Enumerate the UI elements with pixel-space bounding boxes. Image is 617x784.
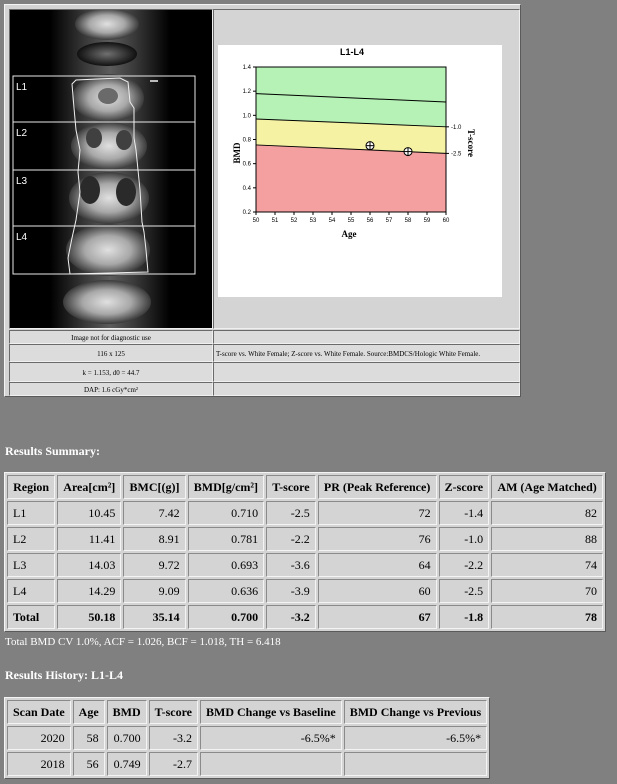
x-tick-label: 60	[442, 218, 450, 224]
table-cell: L2	[7, 527, 55, 551]
table-cell: 0.700	[188, 605, 265, 629]
col-header: T-score	[266, 475, 316, 499]
table-cell: 2020	[7, 726, 71, 750]
table-cell: 76	[318, 527, 437, 551]
table-cell: 67	[318, 605, 437, 629]
col-header: Age	[73, 700, 105, 724]
col-header: Area[cm²]	[57, 475, 121, 499]
table-row	[7, 726, 487, 750]
table-cell: -2.5	[439, 579, 490, 603]
col-header: Region	[7, 475, 55, 499]
data-point	[366, 142, 374, 150]
table-row	[7, 752, 487, 776]
table-cell: 88	[491, 527, 603, 551]
table-cell: -3.6	[266, 553, 316, 577]
summary-footnote: Total BMD CV 1.0%, ACF = 1.026, BCF = 1.018, TH = 6.418	[5, 636, 281, 648]
table-cell: 60	[318, 579, 437, 603]
zone-osteoporosis	[256, 145, 446, 212]
summary-header-row	[7, 475, 603, 499]
results-summary-title: Results Summary:	[5, 444, 100, 458]
spine-scan-image	[9, 9, 213, 329]
table-cell: 10.45	[57, 501, 121, 525]
table-row	[7, 579, 603, 603]
col-header: BMD Change vs Baseline	[200, 700, 342, 724]
table-cell: 9.72	[123, 553, 185, 577]
x-tick-label: 52	[290, 218, 298, 224]
t-score-axis-label: T-score	[466, 129, 476, 157]
x-tick-label: 56	[366, 218, 374, 224]
table-cell: -3.9	[266, 579, 316, 603]
col-header: T-score	[149, 700, 198, 724]
table-cell: 0.693	[188, 553, 265, 577]
y-tick-label: 0.4	[242, 185, 251, 192]
table-row	[7, 553, 603, 577]
zone-normal	[256, 67, 446, 127]
summary-total-row	[7, 605, 603, 629]
col-header: BMD Change vs Previous	[344, 700, 487, 724]
table-cell: 72	[318, 501, 437, 525]
table-cell: -2.5	[266, 501, 316, 525]
table-cell: L4	[7, 579, 55, 603]
bmd-graph-area	[218, 45, 502, 297]
table-cell: -2.7	[149, 752, 198, 776]
table-cell: 8.91	[123, 527, 185, 551]
calibration-params: k = 1.153, d0 = 44.7	[9, 362, 213, 382]
data-point	[404, 148, 412, 156]
results-history-title: Results History: L1-L4	[5, 668, 123, 682]
table-cell: 50.18	[57, 605, 121, 629]
results-history-table	[4, 697, 490, 779]
table-cell: L3	[7, 553, 55, 577]
table-cell: 74	[491, 553, 603, 577]
x-tick-label: 54	[328, 218, 336, 224]
table-cell	[200, 752, 342, 776]
table-cell: 56	[73, 752, 105, 776]
col-header: Scan Date	[7, 700, 71, 724]
roi-label-l3: L3	[16, 176, 28, 187]
table-cell: 0.749	[107, 752, 147, 776]
y-tick-label: 1.2	[242, 89, 251, 96]
empty-info-cell-2	[213, 362, 520, 382]
table-cell: 14.29	[57, 579, 121, 603]
table-cell: -3.2	[149, 726, 198, 750]
y-tick-label: 1.0	[242, 113, 251, 120]
table-cell: 78	[491, 605, 603, 629]
spine-xray-svg	[10, 10, 212, 328]
image-size: 116 x 125	[9, 344, 213, 362]
table-cell: -1.0	[439, 527, 490, 551]
reference-source: T-score vs. White Female; Z-score vs. White Female. Source:BMDCS/Hologic White Female.	[213, 344, 520, 362]
table-cell: 9.09	[123, 579, 185, 603]
col-header: AM (Age Matched)	[491, 475, 603, 499]
empty-info-cell-3	[213, 382, 520, 396]
table-cell: L1	[7, 501, 55, 525]
y-tick-label: 1.4	[242, 65, 251, 71]
x-tick-label: 53	[309, 218, 317, 224]
y-tick-label: 0.8	[242, 137, 251, 144]
table-cell: -1.4	[439, 501, 490, 525]
table-cell: Total	[7, 605, 55, 629]
results-summary-table	[4, 472, 606, 632]
bmd-graph-panel	[213, 9, 520, 329]
empty-info-cell-1	[213, 330, 520, 344]
y-axis-label: BMD	[232, 142, 242, 164]
chart-title: L1-L4	[339, 47, 365, 57]
dap-value: DAP: 1.6 cGy*cm²	[9, 382, 213, 396]
table-cell: -3.2	[266, 605, 316, 629]
table-cell: 0.781	[188, 527, 265, 551]
diagnostic-note: Image not for diagnostic use	[9, 330, 213, 344]
table-cell: -6.5%*	[200, 726, 342, 750]
table-cell: -6.5%*	[344, 726, 487, 750]
table-cell: 0.700	[107, 726, 147, 750]
table-cell: 0.636	[188, 579, 265, 603]
table-cell: -2.2	[439, 553, 490, 577]
roi-label-l1: L1	[16, 82, 28, 93]
y-tick-label: 0.6	[242, 161, 251, 168]
x-axis-label: Age	[341, 229, 357, 239]
table-cell: 7.42	[123, 501, 185, 525]
table-cell	[344, 752, 487, 776]
table-cell: -1.8	[439, 605, 490, 629]
table-cell: 82	[491, 501, 603, 525]
table-cell: 70	[491, 579, 603, 603]
table-cell: 0.710	[188, 501, 265, 525]
table-cell: 64	[318, 553, 437, 577]
table-cell: 11.41	[57, 527, 121, 551]
x-tick-label: 50	[252, 218, 260, 224]
table-cell: 35.14	[123, 605, 185, 629]
col-header: BMD[g/cm²]	[188, 475, 265, 499]
y-tick-label: 0.2	[242, 210, 251, 216]
bmd-chart	[218, 45, 502, 297]
col-header: BMD	[107, 700, 147, 724]
col-header: PR (Peak Reference)	[318, 475, 437, 499]
report-frame	[4, 4, 521, 397]
roi-label-l4: L4	[16, 232, 28, 243]
x-tick-label: 58	[404, 218, 412, 224]
x-tick-label: 57	[385, 218, 393, 224]
table-cell: -2.2	[266, 527, 316, 551]
table-cell: 58	[73, 726, 105, 750]
col-header: Z-score	[439, 475, 490, 499]
table-cell: 14.03	[57, 553, 121, 577]
table-cell: 2018	[7, 752, 71, 776]
history-header-row	[7, 700, 487, 724]
t-tick-label: -2.5	[451, 151, 462, 158]
table-row	[7, 501, 603, 525]
roi-label-l2: L2	[16, 128, 28, 139]
x-tick-label: 51	[271, 218, 279, 224]
table-row	[7, 527, 603, 551]
col-header: BMC[(g)]	[123, 475, 185, 499]
t-tick-label: -1.0	[451, 124, 462, 131]
x-tick-label: 59	[423, 218, 431, 224]
x-tick-label: 55	[347, 218, 355, 224]
